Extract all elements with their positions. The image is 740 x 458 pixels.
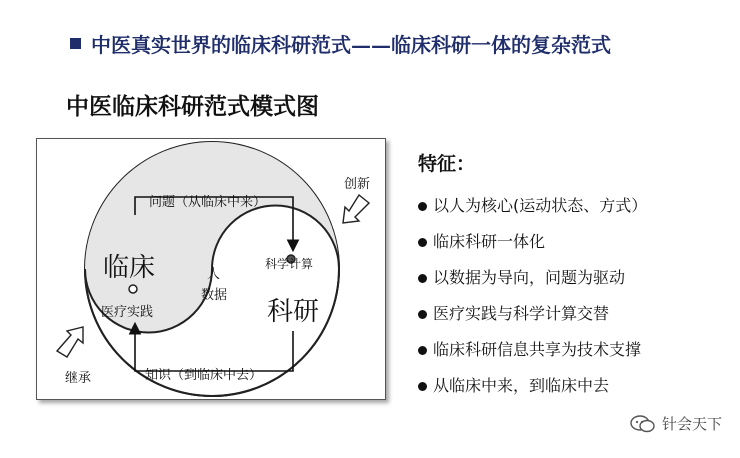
features-panel xyxy=(418,150,718,404)
diagram-panel xyxy=(36,138,386,400)
wechat-icon xyxy=(630,414,656,434)
innovate-arrow xyxy=(343,195,369,223)
bullet-dot-icon xyxy=(418,346,427,355)
feature-item: 临床科研信息共享为技术支撑 xyxy=(418,332,718,368)
feature-item: 医疗实践与科学计算交替 xyxy=(418,296,718,332)
bullet-dot-icon xyxy=(418,202,427,211)
header-title: 中医真实世界的临床科研范式——临床科研一体的复杂范式 xyxy=(91,32,611,57)
bullet-dot-icon xyxy=(418,382,427,391)
page-title: 中医临床科研范式模式图 xyxy=(66,94,319,120)
clinical-dot xyxy=(129,285,137,293)
watermark-text: 针会天下 xyxy=(661,415,722,433)
watermark xyxy=(630,413,722,434)
practice-label: 医疗实践 xyxy=(101,305,154,320)
bullet-dot-icon xyxy=(418,310,427,319)
header-bar xyxy=(70,26,630,60)
people-label: 人 xyxy=(207,267,221,282)
feature-item: 以数据为导向，问题为驱动 xyxy=(418,260,718,296)
innovate-label: 创新 xyxy=(344,177,371,192)
question-label: 问题（从临床中来） xyxy=(149,195,267,210)
header-bullet xyxy=(70,38,81,49)
feature-item: 从临床中来，到临床中去 xyxy=(418,368,718,404)
feature-item: 以人为核心(运动状态、方式） xyxy=(418,188,718,224)
research-label: 科研 xyxy=(267,297,320,327)
compute-label: 科学计算 xyxy=(265,257,314,271)
feature-item: 临床科研一体化 xyxy=(418,224,718,260)
clinical-label: 临床 xyxy=(103,253,156,283)
bullet-dot-icon xyxy=(418,274,427,283)
bullet-dot-icon xyxy=(418,238,427,247)
features-title: 特征： xyxy=(418,153,476,175)
inherit-arrow xyxy=(57,327,83,357)
data-label: 数据 xyxy=(201,288,228,303)
inherit-label: 继承 xyxy=(65,371,92,386)
knowledge-label: 知识（到临床中去） xyxy=(145,368,263,383)
